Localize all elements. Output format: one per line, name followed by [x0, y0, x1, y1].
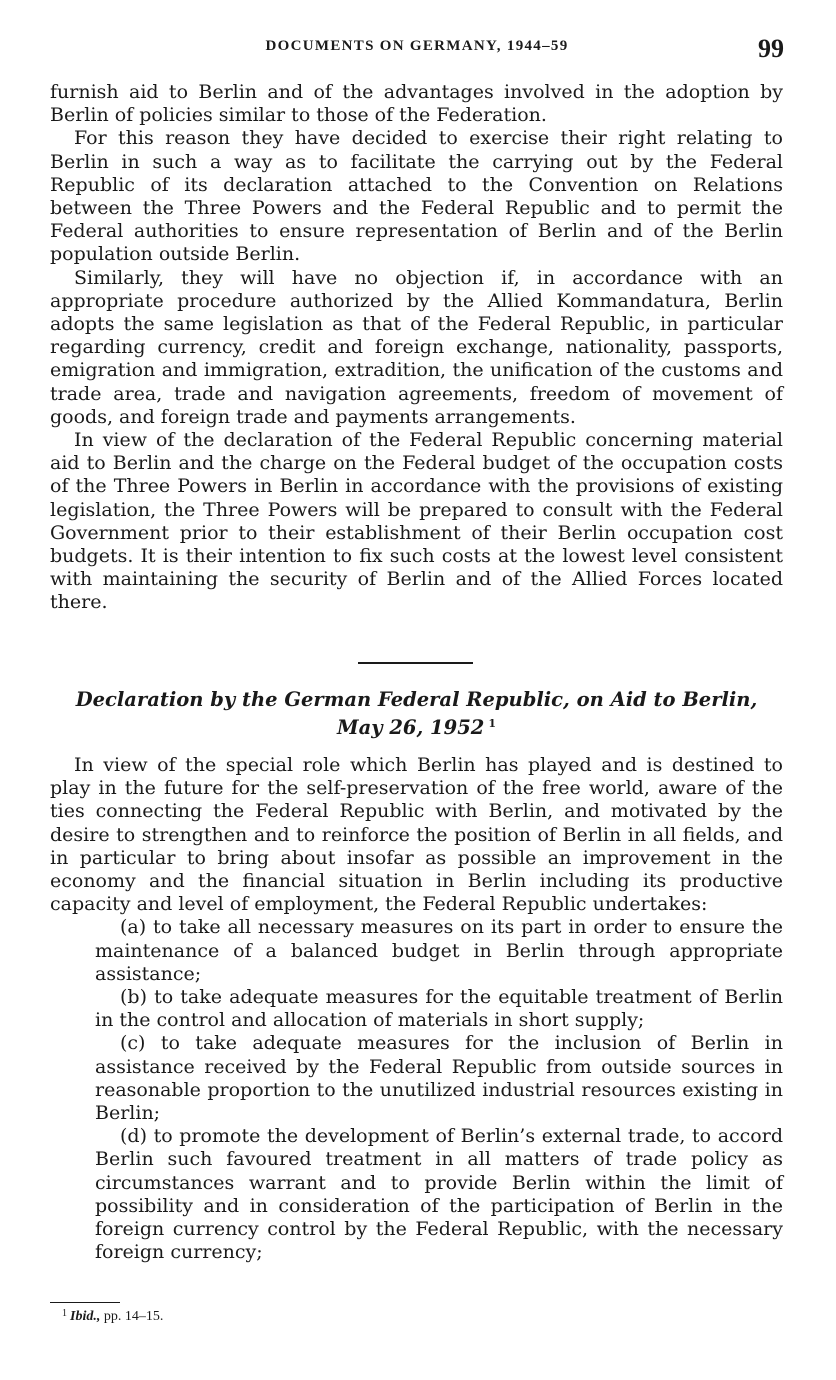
section-divider — [358, 662, 473, 664]
list-item-d: (d) to promote the development of Berlin’s external trade, to accord Berlin such favoured treatment in all matters of trade policy as circumstances warrant and to provide Berlin within the limit of possibility and in consideration of the participation of Berlin in the foreign currency control by the Federal Republic, with the necessary foreign currency; — [95, 1125, 783, 1264]
footnote-pages: pp. 14–15. — [103, 1309, 164, 1324]
footnote-reference: Ibid., — [70, 1309, 101, 1324]
paragraph: furnish aid to Berlin and of the advantages involved in the adoption by Berlin of policies similar to those of the Federation. — [50, 81, 783, 127]
footnote — [62, 1308, 163, 1325]
intro-paragraph: In view of the special role which Berlin has played and is destined to play in the future for the self-preservation of the free world, aware of the ties connecting the Federal Republic with Berlin, and motivated by the desire to strengthen and to reinforce the position of Berlin in all fields, and in particular to bring about insofar as possible an improvement in the economy and the financial situation in Berlin including its productive capacity and level of employment, the Federal Republic undertakes: — [50, 754, 783, 916]
section-title-line-1: Declaration by the German Federal Republic, on Aid to Berlin, — [75, 688, 758, 711]
running-header — [50, 36, 784, 64]
section-title-line-2 — [50, 712, 783, 740]
list-item-a: (a) to take all necessary measures on its part in order to ensure the maintenance of a balanced budget in Berlin through appropriate assistance; — [95, 916, 783, 985]
paragraph: Similarly, they will have no objection if, in accordance with an appropriate procedure authorized by the Allied Kommandatura, Berlin adopts the same legislation as that of the Federal Republic, in particular regarding currency, credit and foreign exchange, nationality, passports, emigration and immigration, extradition, the unification of the customs and trade area, trade and navigation agreements, freedom of movement of goods, and foreign trade and payments arrangements. — [50, 266, 783, 428]
footnote-number: 1 — [62, 1308, 67, 1319]
section-date: May 26, 1952 — [337, 716, 485, 739]
body-text-bottom — [50, 754, 783, 1264]
page-number: 99 — [758, 34, 784, 63]
body-text-top — [50, 81, 783, 615]
footnote-marker[interactable]: 1 — [488, 717, 496, 730]
footnote-rule — [50, 1302, 120, 1303]
running-title: DOCUMENTS ON GERMANY, 1944–59 — [265, 38, 569, 54]
list-item-c: (c) to take adequate measures for the inclusion of Berlin in assistance received by the Federal Republic from outside sources in reasonable proportion to the unutilized industrial resources existing in Berlin; — [95, 1032, 783, 1125]
paragraph: In view of the declaration of the Federal Republic concerning material aid to Berlin and the charge on the Federal budget of the occupation costs of the Three Powers in Berlin in accordance with the provisions of existing legislation, the Three Powers will be prepared to consult with the Federal Government prior to their establishment of their Berlin occupation cost budgets. It is their intention to fix such costs at the lowest level consistent with maintaining the security of Berlin and of the Allied Forces located there. — [50, 429, 783, 614]
list-item-b: (b) to take adequate measures for the equitable treatment of Berlin in the control and allocation of materials in short supply; — [95, 986, 783, 1032]
section-heading — [50, 688, 783, 740]
paragraph: For this reason they have decided to exercise their right relating to Berlin in such a way as to facilitate the carrying out by the Federal Republic of its declaration attached to the Convention on Relations between the Three Powers and the Federal Republic and to permit the Federal authorities to ensure representation of Berlin and of the Berlin population outside Berlin. — [50, 127, 783, 266]
